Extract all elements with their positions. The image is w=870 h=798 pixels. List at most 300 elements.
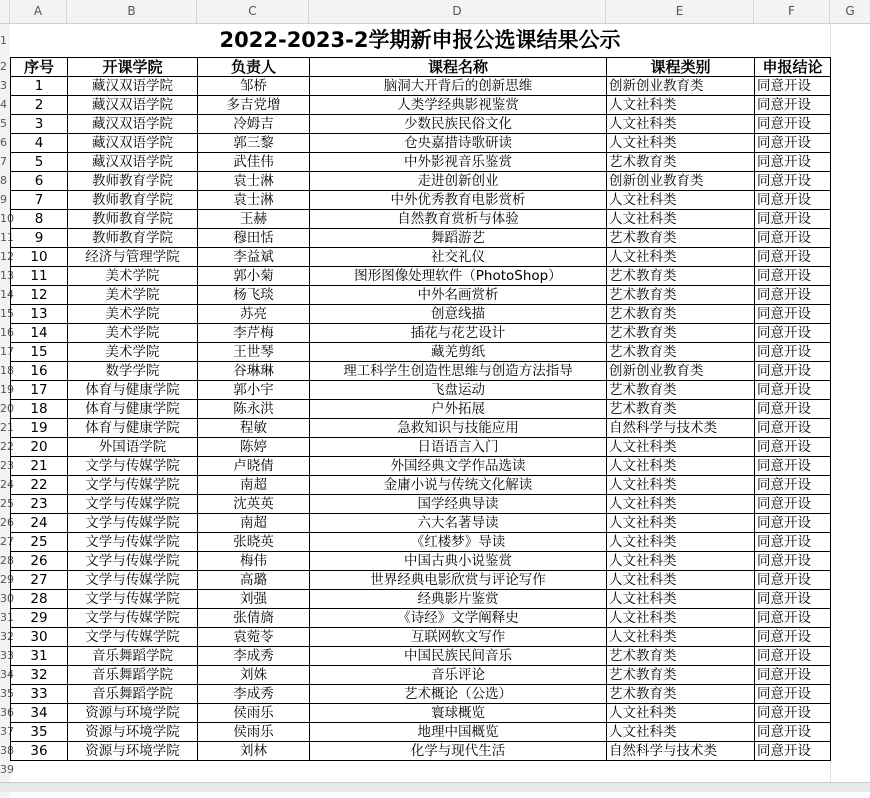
table-row bbox=[11, 324, 831, 343]
row-header[interactable]: 6 bbox=[0, 133, 10, 152]
row-header[interactable]: 7 bbox=[0, 152, 10, 171]
cell-index[interactable]: 24 bbox=[11, 514, 68, 533]
table-row bbox=[11, 305, 831, 324]
cell-college[interactable]: 外国语学院 bbox=[68, 438, 198, 457]
cell-owner[interactable]: 袁菀苓 bbox=[198, 628, 310, 647]
cell-course-type[interactable]: 人文社科类 bbox=[607, 628, 755, 647]
cell-conclusion[interactable]: 同意开设 bbox=[755, 191, 831, 210]
cell-index[interactable]: 5 bbox=[11, 153, 68, 172]
cell-course-type[interactable]: 艺术教育类 bbox=[607, 305, 755, 324]
table-row bbox=[11, 704, 831, 723]
cell-course-type[interactable]: 创新创业教育类 bbox=[607, 172, 755, 191]
cell-course-type[interactable]: 人文社科类 bbox=[607, 134, 755, 153]
row-header[interactable]: 21 bbox=[0, 418, 10, 437]
cell-index[interactable]: 10 bbox=[11, 248, 68, 267]
cell-owner[interactable]: 张晓英 bbox=[198, 533, 310, 552]
cell-owner[interactable]: 刘强 bbox=[198, 590, 310, 609]
cell-owner[interactable]: 高璐 bbox=[198, 571, 310, 590]
cell-owner[interactable]: 邹桥 bbox=[198, 77, 310, 96]
cell-index[interactable]: 22 bbox=[11, 476, 68, 495]
header-course-name[interactable]: 课程名称 bbox=[310, 58, 607, 77]
cell-index[interactable]: 20 bbox=[11, 438, 68, 457]
cell-college[interactable]: 教师教育学院 bbox=[68, 229, 198, 248]
cell-college[interactable]: 教师教育学院 bbox=[68, 172, 198, 191]
cell-conclusion[interactable]: 同意开设 bbox=[755, 704, 831, 723]
cell-owner[interactable]: 陈婷 bbox=[198, 438, 310, 457]
cell-owner[interactable]: 侯雨乐 bbox=[198, 704, 310, 723]
cell-course-type[interactable]: 艺术教育类 bbox=[607, 286, 755, 305]
row-header[interactable]: 24 bbox=[0, 475, 10, 494]
cell-course-name[interactable]: 地理中国概览 bbox=[310, 723, 607, 742]
cell-course-type[interactable]: 人文社科类 bbox=[607, 533, 755, 552]
cell-course-type[interactable]: 艺术教育类 bbox=[607, 381, 755, 400]
cell-owner[interactable]: 谷琳琳 bbox=[198, 362, 310, 381]
cell-course-name[interactable]: 《诗经》文学阐释史 bbox=[310, 609, 607, 628]
cell-index[interactable]: 30 bbox=[11, 628, 68, 647]
cell-course-type[interactable]: 人文社科类 bbox=[607, 438, 755, 457]
cell-college[interactable]: 体育与健康学院 bbox=[68, 381, 198, 400]
cell-index[interactable]: 31 bbox=[11, 647, 68, 666]
cell-course-name[interactable]: 藏羌剪纸 bbox=[310, 343, 607, 362]
cell-index[interactable]: 6 bbox=[11, 172, 68, 191]
header-index[interactable]: 序号 bbox=[11, 58, 68, 77]
cell-course-type[interactable]: 人文社科类 bbox=[607, 210, 755, 229]
cell-conclusion[interactable]: 同意开设 bbox=[755, 685, 831, 704]
cell-conclusion[interactable]: 同意开设 bbox=[755, 419, 831, 438]
column-header-f[interactable]: F bbox=[754, 0, 830, 23]
cell-conclusion[interactable]: 同意开设 bbox=[755, 571, 831, 590]
cell-index[interactable]: 26 bbox=[11, 552, 68, 571]
cell-conclusion[interactable]: 同意开设 bbox=[755, 495, 831, 514]
row-header[interactable]: 28 bbox=[0, 551, 10, 570]
table-row bbox=[11, 229, 831, 248]
row-header[interactable]: 16 bbox=[0, 323, 10, 342]
table-row bbox=[11, 210, 831, 229]
table-row bbox=[11, 457, 831, 476]
cell-owner[interactable]: 南超 bbox=[198, 514, 310, 533]
cell-conclusion[interactable]: 同意开设 bbox=[755, 343, 831, 362]
cell-college[interactable]: 资源与环境学院 bbox=[68, 742, 198, 761]
table-row bbox=[11, 343, 831, 362]
data-table bbox=[10, 57, 831, 761]
cell-college[interactable]: 文学与传媒学院 bbox=[68, 590, 198, 609]
cell-index[interactable]: 14 bbox=[11, 324, 68, 343]
cell-college[interactable]: 音乐舞蹈学院 bbox=[68, 647, 198, 666]
sheet-title[interactable]: 2022-2023-2学期新申报公选课结果公示 bbox=[219, 28, 621, 52]
cell-course-type[interactable]: 艺术教育类 bbox=[607, 343, 755, 362]
cell-course-type[interactable]: 艺术教育类 bbox=[607, 153, 755, 172]
cell-college[interactable]: 文学与传媒学院 bbox=[68, 552, 198, 571]
cell-college[interactable]: 教师教育学院 bbox=[68, 191, 198, 210]
cell-index[interactable]: 23 bbox=[11, 495, 68, 514]
cell-college[interactable]: 藏汉双语学院 bbox=[68, 134, 198, 153]
cell-owner[interactable]: 袁士淋 bbox=[198, 191, 310, 210]
cell-course-name[interactable]: 舞蹈游艺 bbox=[310, 229, 607, 248]
cell-conclusion[interactable]: 同意开设 bbox=[755, 742, 831, 761]
cell-course-name[interactable]: 仓央嘉措诗歌研读 bbox=[310, 134, 607, 153]
row-header[interactable]: 29 bbox=[0, 570, 10, 589]
cell-conclusion[interactable]: 同意开设 bbox=[755, 362, 831, 381]
cell-course-type[interactable]: 人文社科类 bbox=[607, 476, 755, 495]
cell-conclusion[interactable]: 同意开设 bbox=[755, 438, 831, 457]
cell-course-type[interactable]: 人文社科类 bbox=[607, 191, 755, 210]
cell-course-name[interactable]: 化学与现代生活 bbox=[310, 742, 607, 761]
sheet-tab-bar[interactable] bbox=[0, 782, 870, 792]
cell-owner[interactable]: 郭小菊 bbox=[198, 267, 310, 286]
cell-index[interactable]: 13 bbox=[11, 305, 68, 324]
cell-college[interactable]: 美术学院 bbox=[68, 286, 198, 305]
table-row bbox=[11, 742, 831, 761]
cell-index[interactable]: 35 bbox=[11, 723, 68, 742]
cell-course-type[interactable]: 人文社科类 bbox=[607, 723, 755, 742]
row-header[interactable]: 5 bbox=[0, 114, 10, 133]
cell-owner[interactable]: 梅伟 bbox=[198, 552, 310, 571]
cell-index[interactable]: 17 bbox=[11, 381, 68, 400]
row-header[interactable]: 20 bbox=[0, 399, 10, 418]
cell-owner[interactable]: 刘林 bbox=[198, 742, 310, 761]
cell-course-name[interactable]: 少数民族民俗文化 bbox=[310, 115, 607, 134]
cell-owner[interactable]: 王世琴 bbox=[198, 343, 310, 362]
cell-owner[interactable]: 郭小宇 bbox=[198, 381, 310, 400]
cell-course-name[interactable]: 户外拓展 bbox=[310, 400, 607, 419]
header-conclusion[interactable]: 申报结论 bbox=[755, 58, 831, 77]
cell-course-type[interactable]: 创新创业教育类 bbox=[607, 362, 755, 381]
cell-index[interactable]: 33 bbox=[11, 685, 68, 704]
cell-conclusion[interactable]: 同意开设 bbox=[755, 172, 831, 191]
cell-owner[interactable]: 杨飞琰 bbox=[198, 286, 310, 305]
cell-conclusion[interactable]: 同意开设 bbox=[755, 248, 831, 267]
cell-college[interactable]: 体育与健康学院 bbox=[68, 419, 198, 438]
cell-conclusion[interactable]: 同意开设 bbox=[755, 267, 831, 286]
cell-index[interactable]: 2 bbox=[11, 96, 68, 115]
cell-conclusion[interactable]: 同意开设 bbox=[755, 514, 831, 533]
row-header[interactable]: 38 bbox=[0, 741, 10, 760]
table-row bbox=[11, 153, 831, 172]
cell-course-name[interactable]: 人类学经典影视鉴赏 bbox=[310, 96, 607, 115]
table-row bbox=[11, 628, 831, 647]
cell-college[interactable]: 资源与环境学院 bbox=[68, 704, 198, 723]
cell-owner[interactable]: 李成秀 bbox=[198, 685, 310, 704]
cell-index[interactable]: 29 bbox=[11, 609, 68, 628]
header-course-type[interactable]: 课程类别 bbox=[607, 58, 755, 77]
cell-course-type[interactable]: 自然科学与技术类 bbox=[607, 742, 755, 761]
cell-conclusion[interactable]: 同意开设 bbox=[755, 286, 831, 305]
cell-index[interactable]: 11 bbox=[11, 267, 68, 286]
row-header[interactable]: 13 bbox=[0, 266, 10, 285]
cell-owner[interactable]: 南超 bbox=[198, 476, 310, 495]
cell-conclusion[interactable]: 同意开设 bbox=[755, 609, 831, 628]
cell-index[interactable]: 18 bbox=[11, 400, 68, 419]
cell-index[interactable]: 4 bbox=[11, 134, 68, 153]
cell-course-type[interactable]: 人文社科类 bbox=[607, 457, 755, 476]
row-header[interactable]: 19 bbox=[0, 380, 10, 399]
cell-course-type[interactable]: 自然科学与技术类 bbox=[607, 419, 755, 438]
cell-course-name[interactable]: 六大名著导读 bbox=[310, 514, 607, 533]
cell-college[interactable]: 美术学院 bbox=[68, 305, 198, 324]
header-college[interactable]: 开课学院 bbox=[68, 58, 198, 77]
column-header-e[interactable]: E bbox=[606, 0, 754, 23]
cell-college[interactable]: 文学与传媒学院 bbox=[68, 609, 198, 628]
cell-conclusion[interactable]: 同意开设 bbox=[755, 305, 831, 324]
cell-college[interactable]: 资源与环境学院 bbox=[68, 723, 198, 742]
cell-course-name[interactable]: 艺术概论（公选） bbox=[310, 685, 607, 704]
column-header-b[interactable]: B bbox=[67, 0, 197, 23]
cell-college[interactable]: 音乐舞蹈学院 bbox=[68, 666, 198, 685]
table-row bbox=[11, 267, 831, 286]
cell-course-type[interactable]: 人文社科类 bbox=[607, 115, 755, 134]
row-header[interactable]: 17 bbox=[0, 342, 10, 361]
cell-course-type[interactable]: 人文社科类 bbox=[607, 96, 755, 115]
cell-college[interactable]: 藏汉双语学院 bbox=[68, 115, 198, 134]
cell-course-name[interactable]: 理工科学生创造性思维与创造方法指导 bbox=[310, 362, 607, 381]
cell-conclusion[interactable]: 同意开设 bbox=[755, 400, 831, 419]
row-header[interactable]: 23 bbox=[0, 456, 10, 475]
row-header[interactable]: 8 bbox=[0, 171, 10, 190]
cell-conclusion[interactable]: 同意开设 bbox=[755, 476, 831, 495]
cell-conclusion[interactable]: 同意开设 bbox=[755, 381, 831, 400]
cell-college[interactable]: 教师教育学院 bbox=[68, 210, 198, 229]
row-header[interactable]: 15 bbox=[0, 304, 10, 323]
cell-owner[interactable]: 卢晓倩 bbox=[198, 457, 310, 476]
table-row bbox=[11, 723, 831, 742]
cell-college[interactable]: 文学与传媒学院 bbox=[68, 571, 198, 590]
cell-owner[interactable]: 沈英英 bbox=[198, 495, 310, 514]
table-row bbox=[11, 248, 831, 267]
cell-conclusion[interactable]: 同意开设 bbox=[755, 324, 831, 343]
table-row bbox=[11, 514, 831, 533]
column-header-d[interactable]: D bbox=[309, 0, 606, 23]
cell-course-type[interactable]: 人文社科类 bbox=[607, 590, 755, 609]
cell-college[interactable]: 数学学院 bbox=[68, 362, 198, 381]
cell-conclusion[interactable]: 同意开设 bbox=[755, 647, 831, 666]
column-header-c[interactable]: C bbox=[197, 0, 309, 23]
cell-owner[interactable]: 刘姝 bbox=[198, 666, 310, 685]
cell-index[interactable]: 3 bbox=[11, 115, 68, 134]
column-header-g[interactable]: G bbox=[845, 4, 855, 18]
cell-college[interactable]: 音乐舞蹈学院 bbox=[68, 685, 198, 704]
cell-course-name[interactable]: 经典影片鉴赏 bbox=[310, 590, 607, 609]
cell-index[interactable]: 7 bbox=[11, 191, 68, 210]
cell-owner[interactable]: 苏亮 bbox=[198, 305, 310, 324]
cell-conclusion[interactable]: 同意开设 bbox=[755, 115, 831, 134]
row-header[interactable]: 33 bbox=[0, 646, 10, 665]
cell-conclusion[interactable]: 同意开设 bbox=[755, 723, 831, 742]
row-header[interactable]: 27 bbox=[0, 532, 10, 551]
cell-index[interactable]: 32 bbox=[11, 666, 68, 685]
cell-owner[interactable]: 李芹梅 bbox=[198, 324, 310, 343]
cell-college[interactable]: 美术学院 bbox=[68, 343, 198, 362]
cell-course-name[interactable]: 急救知识与技能应用 bbox=[310, 419, 607, 438]
row-header[interactable]: 25 bbox=[0, 494, 10, 513]
cell-index[interactable]: 12 bbox=[11, 286, 68, 305]
cell-course-name[interactable]: 图形图像处理软件（PhotoShop） bbox=[310, 267, 607, 286]
row-header[interactable]: 3 bbox=[0, 76, 10, 95]
row-header[interactable]: 22 bbox=[0, 437, 10, 456]
row-header[interactable]: 4 bbox=[0, 95, 10, 114]
cell-conclusion[interactable]: 同意开设 bbox=[755, 590, 831, 609]
cell-conclusion[interactable]: 同意开设 bbox=[755, 153, 831, 172]
cell-owner[interactable]: 程敏 bbox=[198, 419, 310, 438]
cell-college[interactable]: 文学与传媒学院 bbox=[68, 628, 198, 647]
cell-course-type[interactable]: 人文社科类 bbox=[607, 514, 755, 533]
cell-owner[interactable]: 王赫 bbox=[198, 210, 310, 229]
table-row bbox=[11, 381, 831, 400]
cell-course-type[interactable]: 艺术教育类 bbox=[607, 647, 755, 666]
row-header[interactable]: 12 bbox=[0, 247, 10, 266]
cell-course-type[interactable]: 人文社科类 bbox=[607, 571, 755, 590]
cell-college[interactable]: 文学与传媒学院 bbox=[68, 514, 198, 533]
row-header[interactable]: 36 bbox=[0, 703, 10, 722]
table-row bbox=[11, 495, 831, 514]
cell-owner[interactable]: 陈永洪 bbox=[198, 400, 310, 419]
cell-conclusion[interactable]: 同意开设 bbox=[755, 457, 831, 476]
cell-college[interactable]: 美术学院 bbox=[68, 267, 198, 286]
cell-course-type[interactable]: 艺术教育类 bbox=[607, 267, 755, 286]
cell-college[interactable]: 经济与管理学院 bbox=[68, 248, 198, 267]
row-header[interactable]: 18 bbox=[0, 361, 10, 380]
cell-index[interactable]: 1 bbox=[11, 77, 68, 96]
row-header[interactable]: 35 bbox=[0, 684, 10, 703]
cell-course-name[interactable]: 中外优秀教育电影赏析 bbox=[310, 191, 607, 210]
cell-college[interactable]: 藏汉双语学院 bbox=[68, 153, 198, 172]
cell-course-name[interactable]: 中国民族民间音乐 bbox=[310, 647, 607, 666]
header-owner[interactable]: 负责人 bbox=[198, 58, 310, 77]
cell-owner[interactable]: 穆田恬 bbox=[198, 229, 310, 248]
cell-conclusion[interactable]: 同意开设 bbox=[755, 666, 831, 685]
cell-course-type[interactable]: 艺术教育类 bbox=[607, 400, 755, 419]
cell-conclusion[interactable]: 同意开设 bbox=[755, 533, 831, 552]
cell-index[interactable]: 36 bbox=[11, 742, 68, 761]
cell-course-type[interactable]: 创新创业教育类 bbox=[607, 77, 755, 96]
cell-owner[interactable]: 郭三黎 bbox=[198, 134, 310, 153]
row-header[interactable]: 32 bbox=[0, 627, 10, 646]
cell-course-name[interactable]: 金庸小说与传统文化解读 bbox=[310, 476, 607, 495]
cell-course-type[interactable]: 人文社科类 bbox=[607, 495, 755, 514]
row-header[interactable]: 11 bbox=[0, 228, 10, 247]
cell-course-name[interactable]: 日语语言入门 bbox=[310, 438, 607, 457]
table-row bbox=[11, 419, 831, 438]
cell-college[interactable]: 美术学院 bbox=[68, 324, 198, 343]
table-row bbox=[11, 476, 831, 495]
cell-owner[interactable]: 袁士淋 bbox=[198, 172, 310, 191]
row-header[interactable]: 34 bbox=[0, 665, 10, 684]
cell-course-name[interactable]: 中外影视音乐鉴赏 bbox=[310, 153, 607, 172]
cell-course-name[interactable]: 外国经典文学作品选读 bbox=[310, 457, 607, 476]
cell-owner[interactable]: 李成秀 bbox=[198, 647, 310, 666]
table-row bbox=[11, 134, 831, 153]
row-header[interactable]: 30 bbox=[0, 589, 10, 608]
cell-index[interactable]: 19 bbox=[11, 419, 68, 438]
header-row bbox=[11, 58, 831, 77]
cell-conclusion[interactable]: 同意开设 bbox=[755, 552, 831, 571]
cell-index[interactable]: 28 bbox=[11, 590, 68, 609]
cell-index[interactable]: 34 bbox=[11, 704, 68, 723]
cell-course-type[interactable]: 艺术教育类 bbox=[607, 666, 755, 685]
cell-course-type[interactable]: 人文社科类 bbox=[607, 552, 755, 571]
table-row bbox=[11, 647, 831, 666]
row-header[interactable]: 10 bbox=[0, 209, 10, 228]
cell-owner[interactable]: 侯雨乐 bbox=[198, 723, 310, 742]
table-row bbox=[11, 191, 831, 210]
cell-index[interactable]: 15 bbox=[11, 343, 68, 362]
cell-course-name[interactable]: 社交礼仪 bbox=[310, 248, 607, 267]
cell-index[interactable]: 9 bbox=[11, 229, 68, 248]
cell-college[interactable]: 文学与传媒学院 bbox=[68, 495, 198, 514]
cell-course-name[interactable]: 寰球概览 bbox=[310, 704, 607, 723]
cell-course-type[interactable]: 人文社科类 bbox=[607, 248, 755, 267]
cell-college[interactable]: 文学与传媒学院 bbox=[68, 533, 198, 552]
row-header[interactable]: 31 bbox=[0, 608, 10, 627]
cell-course-type[interactable]: 艺术教育类 bbox=[607, 229, 755, 248]
cell-owner[interactable]: 冷姆吉 bbox=[198, 115, 310, 134]
cell-course-name[interactable]: 中国古典小说鉴赏 bbox=[310, 552, 607, 571]
row-header[interactable]: 14 bbox=[0, 285, 10, 304]
row-header[interactable]: 26 bbox=[0, 513, 10, 532]
cell-index[interactable]: 25 bbox=[11, 533, 68, 552]
row-header[interactable]: 2 bbox=[0, 57, 10, 76]
cell-owner[interactable]: 张倩旖 bbox=[198, 609, 310, 628]
cell-owner[interactable]: 武佳伟 bbox=[198, 153, 310, 172]
cell-conclusion[interactable]: 同意开设 bbox=[755, 210, 831, 229]
cell-course-name[interactable]: 插花与花艺设计 bbox=[310, 324, 607, 343]
cell-index[interactable]: 16 bbox=[11, 362, 68, 381]
cell-index[interactable]: 21 bbox=[11, 457, 68, 476]
cell-course-name[interactable]: 走进创新创业 bbox=[310, 172, 607, 191]
cell-course-type[interactable]: 艺术教育类 bbox=[607, 324, 755, 343]
cell-college[interactable]: 藏汉双语学院 bbox=[68, 96, 198, 115]
cell-college[interactable]: 文学与传媒学院 bbox=[68, 476, 198, 495]
cell-course-name[interactable]: 音乐评论 bbox=[310, 666, 607, 685]
cell-course-name[interactable]: 脑洞大开背后的创新思维 bbox=[310, 77, 607, 96]
cell-course-name[interactable]: 世界经典电影欣赏与评论写作 bbox=[310, 571, 607, 590]
column-header-a[interactable]: A bbox=[10, 0, 67, 23]
cell-owner[interactable]: 多吉党增 bbox=[198, 96, 310, 115]
cell-course-name[interactable]: 互联网软文写作 bbox=[310, 628, 607, 647]
cell-course-name[interactable]: 飞盘运动 bbox=[310, 381, 607, 400]
cell-conclusion[interactable]: 同意开设 bbox=[755, 77, 831, 96]
row-header[interactable]: 1 bbox=[0, 24, 10, 57]
cell-course-name[interactable]: 中外名画赏析 bbox=[310, 286, 607, 305]
cell-college[interactable]: 藏汉双语学院 bbox=[68, 77, 198, 96]
table-row bbox=[11, 552, 831, 571]
cell-course-name[interactable]: 创意线描 bbox=[310, 305, 607, 324]
cell-college[interactable]: 体育与健康学院 bbox=[68, 400, 198, 419]
table-row bbox=[11, 172, 831, 191]
table-row bbox=[11, 533, 831, 552]
cell-course-name[interactable]: 国学经典导读 bbox=[310, 495, 607, 514]
cell-course-type[interactable]: 人文社科类 bbox=[607, 704, 755, 723]
row-header[interactable]: 37 bbox=[0, 722, 10, 741]
table-row bbox=[11, 438, 831, 457]
cell-conclusion[interactable]: 同意开设 bbox=[755, 96, 831, 115]
cell-course-type[interactable]: 人文社科类 bbox=[607, 609, 755, 628]
select-all-corner[interactable] bbox=[0, 0, 10, 23]
table-row bbox=[11, 571, 831, 590]
table-row bbox=[11, 362, 831, 381]
cell-index[interactable]: 8 bbox=[11, 210, 68, 229]
cell-course-name[interactable]: 《红楼梦》导读 bbox=[310, 533, 607, 552]
cell-conclusion[interactable]: 同意开设 bbox=[755, 229, 831, 248]
cell-course-type[interactable]: 艺术教育类 bbox=[607, 685, 755, 704]
row-header[interactable]: 9 bbox=[0, 190, 10, 209]
cell-conclusion[interactable]: 同意开设 bbox=[755, 134, 831, 153]
cell-conclusion[interactable]: 同意开设 bbox=[755, 628, 831, 647]
cell-owner[interactable]: 李益斌 bbox=[198, 248, 310, 267]
row-header[interactable]: 39 bbox=[0, 760, 10, 779]
cell-course-name[interactable]: 自然教育赏析与体验 bbox=[310, 210, 607, 229]
cell-index[interactable]: 27 bbox=[11, 571, 68, 590]
cell-college[interactable]: 文学与传媒学院 bbox=[68, 457, 198, 476]
